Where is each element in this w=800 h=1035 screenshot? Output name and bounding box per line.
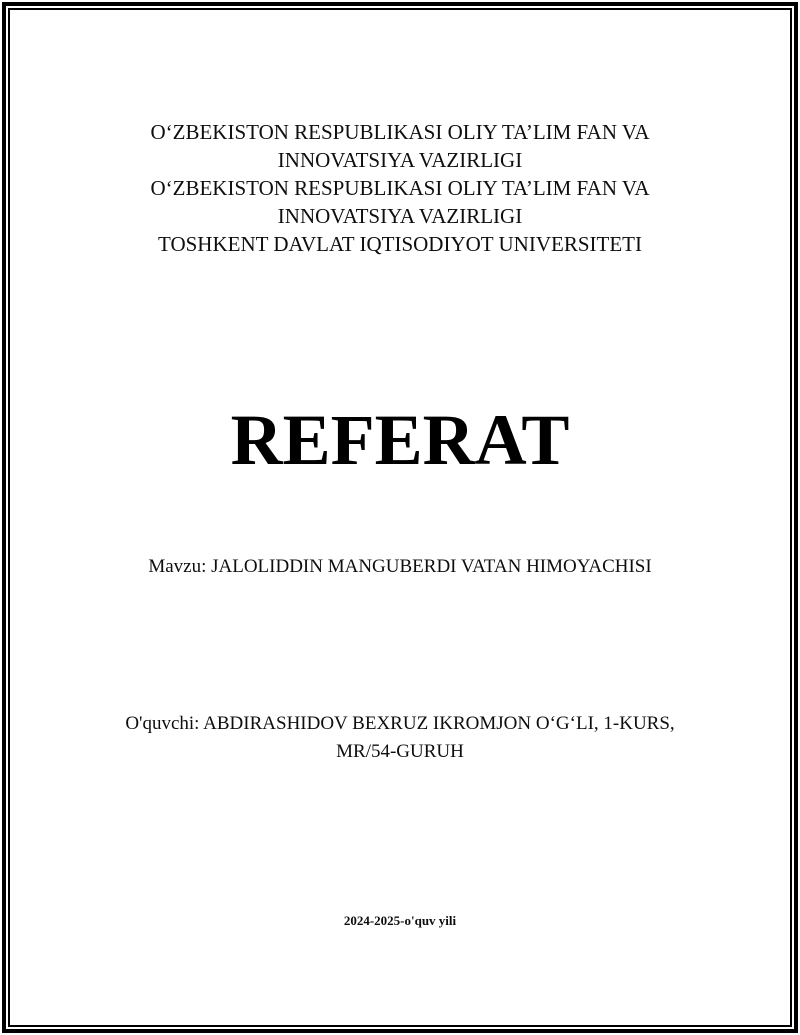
student-line-1: O'quvchi: ABDIRASHIDOV BEXRUZ IKROMJON O‘G‘LI, 1-KURS,: [125, 713, 675, 734]
student-line-2: MR/54-GURUH: [336, 741, 464, 762]
ministry-header-line-4: INNOVATSIYA VAZIRLIGI: [277, 204, 523, 228]
university-name: TOSHKENT DAVLAT IQTISODIYOT UNIVERSITETI: [158, 232, 642, 256]
document-title: REFERAT: [230, 400, 570, 480]
academic-year: 2024-2025-o'quv yili: [343, 913, 457, 928]
ministry-header-line-2: INNOVATSIYA VAZIRLIGI: [277, 148, 523, 172]
ministry-header-line-1: O‘ZBEKISTON RESPUBLIKASI OLIY TA’LIM FAN VA: [150, 120, 650, 144]
ministry-header-line-3: O‘ZBEKISTON RESPUBLIKASI OLIY TA’LIM FAN VA: [150, 176, 650, 200]
ministry-header: [0, 118, 800, 258]
student-block: [0, 710, 800, 766]
topic-line: Mavzu: JALOLIDDIN MANGUBERDI VATAN HIMOYACHISI: [148, 556, 652, 577]
